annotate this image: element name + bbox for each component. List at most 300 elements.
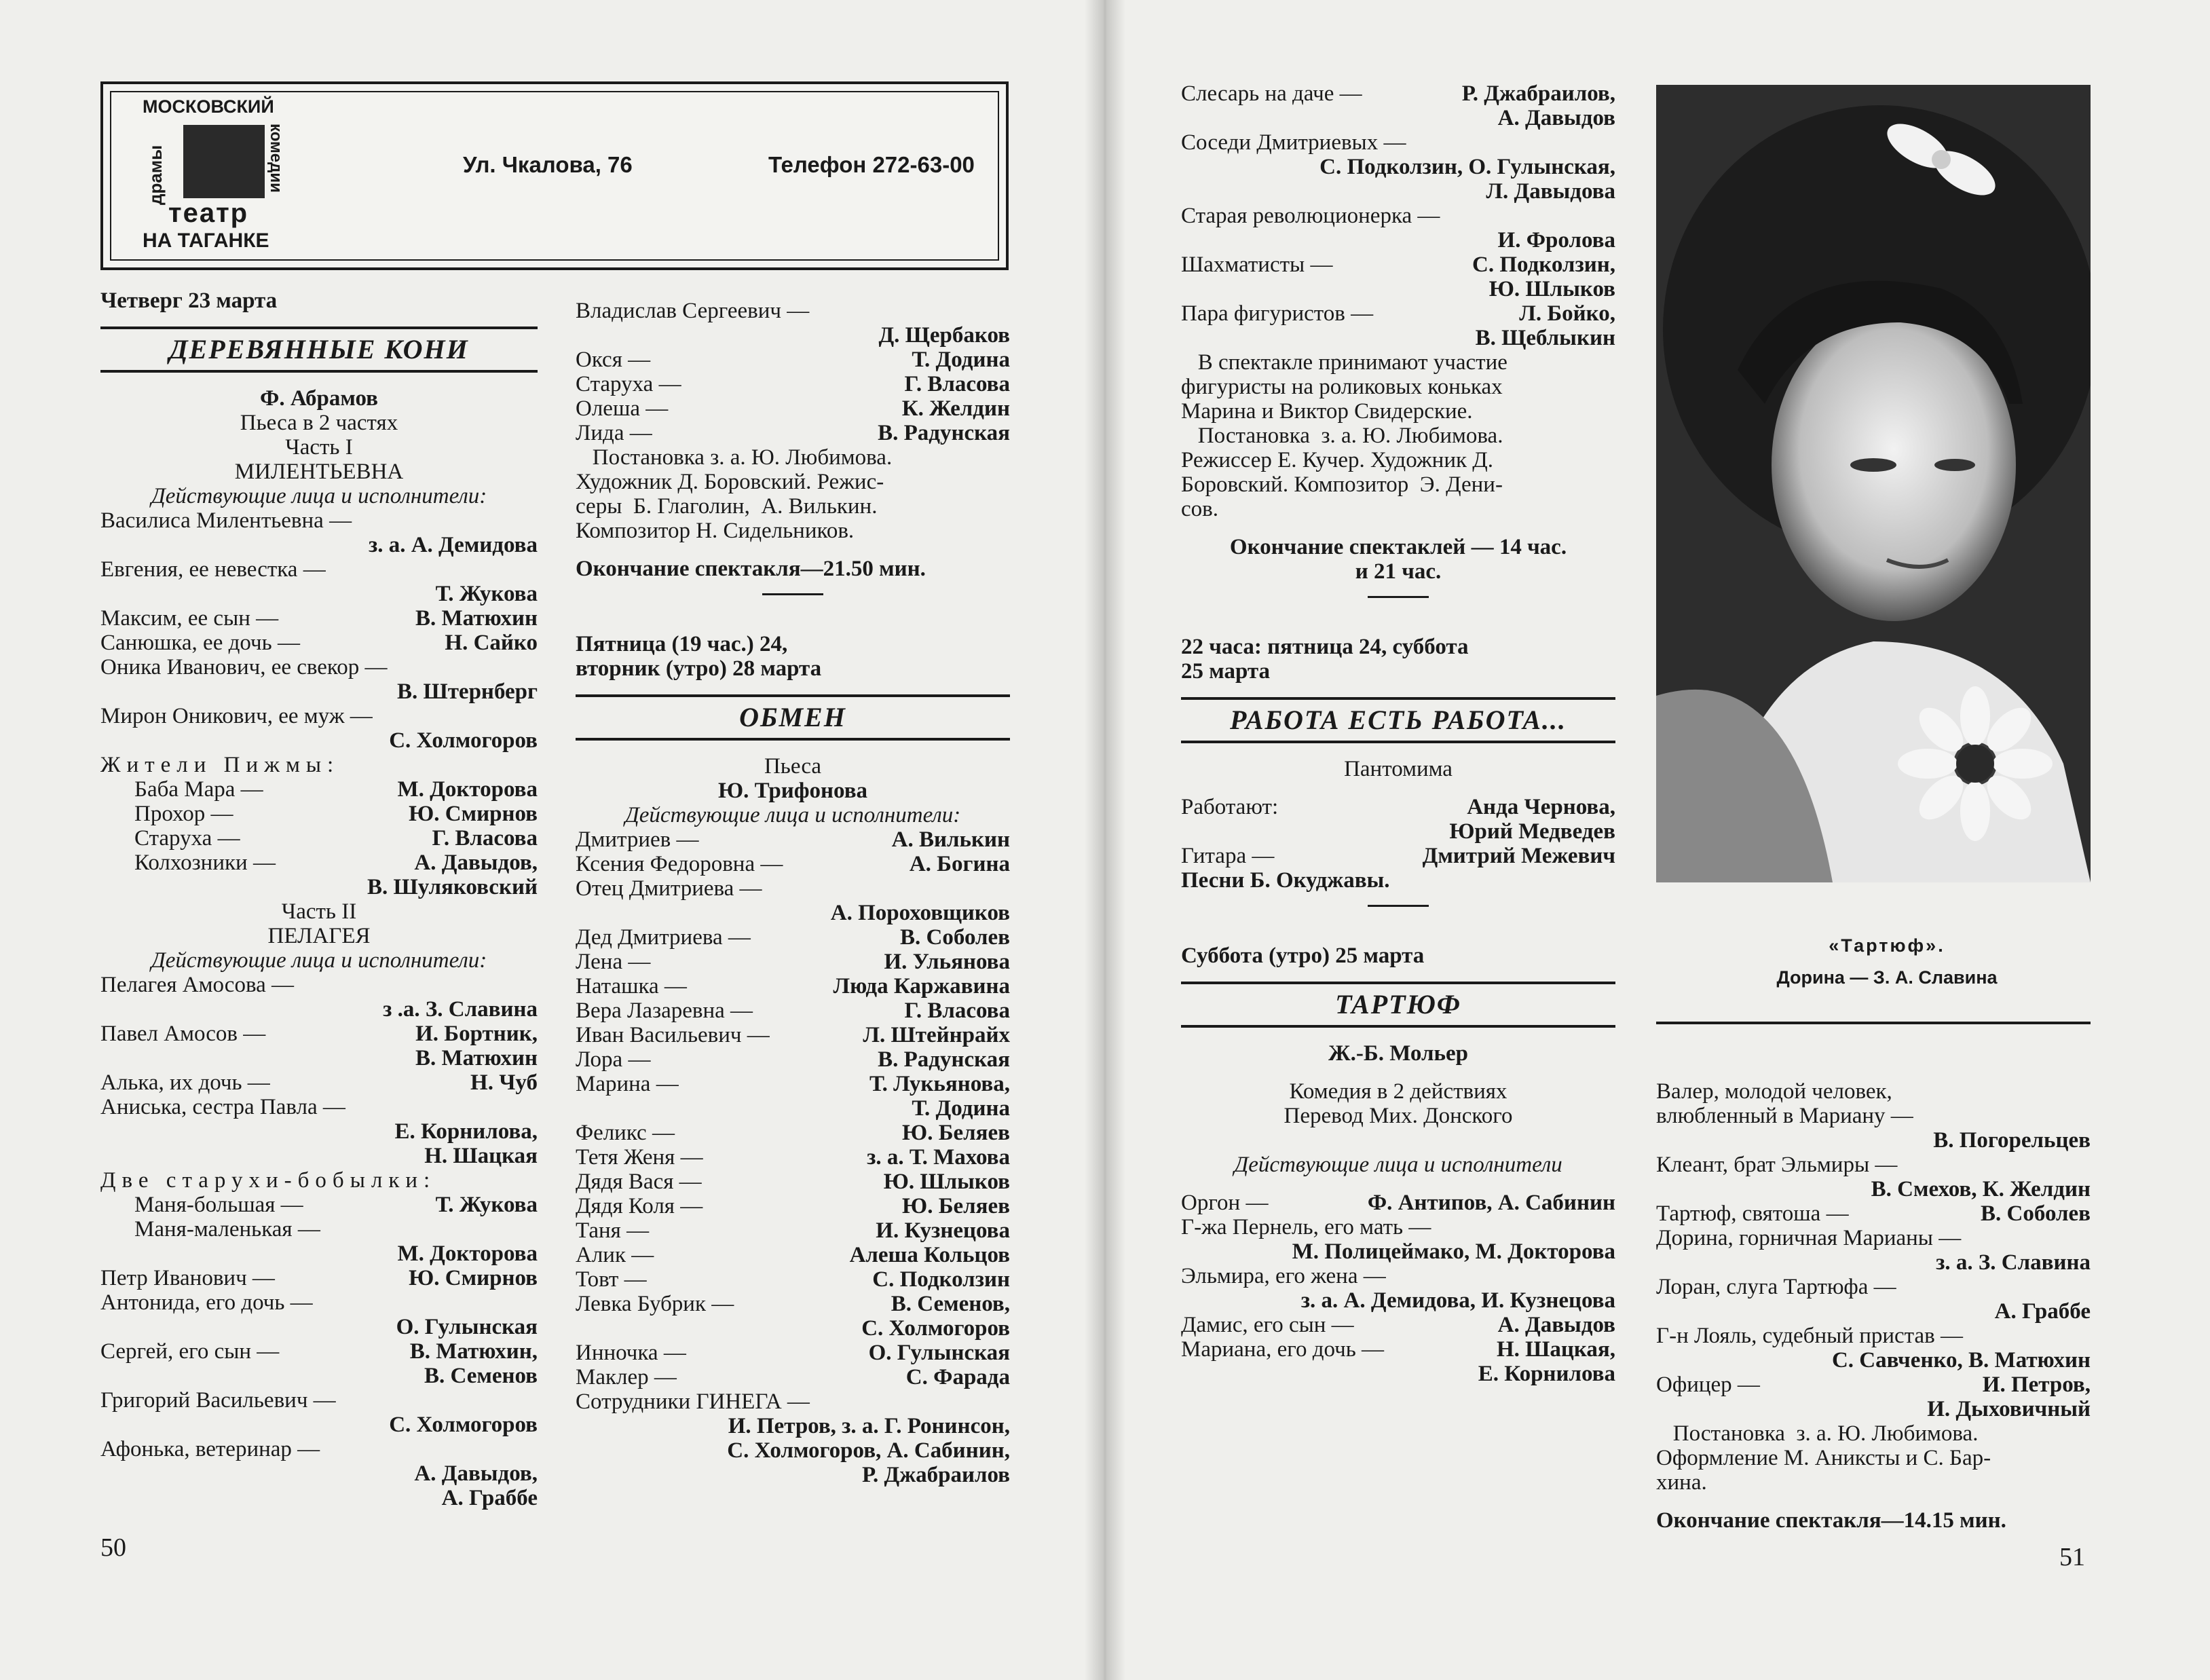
cast-actor: Г. Власова: [904, 372, 1010, 396]
cast-actor: М. Полицеймако, М. Докторова: [1292, 1239, 1615, 1264]
cast-actor: Г. Власова: [904, 998, 1010, 1023]
cast-role: Вера Лазаревна —: [576, 998, 753, 1023]
cast-row: [1181, 795, 1615, 819]
cast-row: [1181, 179, 1615, 204]
cast-role: Иван Васильевич —: [576, 1023, 770, 1047]
page-number: 51: [2059, 1543, 2085, 1571]
cast-actor: Алеша Кольцов: [849, 1243, 1010, 1267]
cast-row: [576, 925, 1010, 950]
cast-list: [576, 299, 1010, 445]
cast-role: Максим, ее сын —: [100, 606, 279, 631]
cast-actor: А. Пороховщиков: [830, 901, 1010, 925]
cast-actor: С. Холмогоров: [389, 728, 538, 753]
cast-role: Павел Амосов —: [100, 1022, 266, 1046]
cast-row: [1181, 1239, 1615, 1264]
cast-row: [134, 826, 538, 851]
cast-row: [1181, 1337, 1615, 1362]
group-heading: Две старухи-бобылки:: [100, 1168, 436, 1193]
cast-actor: з. а. Т. Махова: [867, 1145, 1010, 1170]
cast-role: Лора —: [576, 1047, 651, 1072]
cast-actor: Люда Каржавина: [833, 974, 1010, 998]
photo-caption-role: Дорина — З. А. Славина: [1776, 967, 1998, 988]
cast-actor: Н. Сайко: [445, 631, 538, 655]
cast-row: [1181, 1313, 1615, 1337]
cast-list: [100, 1193, 538, 1242]
cast-actor: Т. Жукова: [435, 1193, 538, 1217]
text-line: серы Б. Глаголин, А. Вилькин.: [576, 494, 878, 519]
text-line: Пятница (19 час.) 24,: [576, 632, 788, 656]
play-title: ОБМЕН: [739, 702, 846, 732]
performance-date: Суббота (утро) 25 марта: [1181, 944, 1425, 968]
cast-row: [1656, 1153, 2091, 1177]
cast-row: [576, 974, 1010, 998]
cast-row: [1181, 253, 1615, 277]
cast-row: [1181, 1362, 1615, 1386]
cast-role: Антонида, его дочь —: [100, 1290, 313, 1315]
cast-role: Маня-большая —: [134, 1193, 303, 1217]
cast-actor: з .а. З. Славина: [383, 997, 538, 1022]
cast-role: Г-н Лояль, судебный пристав —: [1656, 1324, 1963, 1348]
theatre-phone: Телефон 272-63-00: [768, 152, 975, 177]
songs-credit: Песни Б. Окуджавы.: [1181, 868, 1390, 893]
left-column-2: [576, 299, 1010, 1487]
cast-row: [100, 704, 538, 728]
cast-actor: А. Богина: [909, 852, 1010, 876]
cast-actor: И. Петров, з. а. Г. Ронинсон,: [728, 1414, 1010, 1438]
cast-actor: Ю. Беляев: [902, 1194, 1010, 1218]
cast-row: [576, 901, 1010, 925]
cast-row: [134, 777, 538, 802]
cast-row: [134, 851, 538, 875]
part-name: ПЕЛАГЕЯ: [267, 924, 371, 948]
play-author: Ю. Трифонова: [717, 779, 868, 803]
cast-row: [100, 1413, 538, 1437]
logo-left-text: драмы: [145, 145, 166, 205]
performance-dates: [576, 632, 1010, 681]
cast-actor: С. Холмогоров: [861, 1316, 1010, 1341]
cast-row: [576, 1389, 1010, 1414]
cast-list: [1181, 795, 1615, 868]
cast-row: [576, 1243, 1010, 1267]
cast-actor: Н. Шацкая,: [1496, 1337, 1615, 1362]
cast-row: [576, 827, 1010, 852]
translation-credit: Перевод Мих. Донского: [1284, 1104, 1513, 1128]
cast-row: [1656, 1177, 2091, 1201]
cast-actor: В. Соболев: [1981, 1201, 2091, 1226]
cast-heading: Действующие лица и исполнители:: [151, 948, 487, 973]
right-column-2: [1656, 1079, 2091, 1533]
right-column-1: [1181, 81, 1615, 1386]
cast-row: [1656, 1128, 2091, 1153]
cast-row: [134, 802, 538, 826]
cast-actor: В. Смехов, К. Желдин: [1871, 1177, 2091, 1201]
cast-list: [576, 827, 1010, 1487]
text-line: В спектакле принимают участие: [1181, 350, 1507, 375]
cast-role: Старуха —: [134, 826, 240, 851]
cast-row: [576, 1096, 1010, 1121]
credits: [1656, 1421, 2091, 1495]
cast-row: [1656, 1348, 2091, 1373]
cast-role: Алька, их дочь —: [100, 1070, 270, 1095]
cast-row: [576, 1218, 1010, 1243]
cast-row: [100, 1119, 538, 1144]
text-line: Боровский. Композитор Э. Дени-: [1181, 472, 1503, 497]
cast-role: Дамис, его сын —: [1181, 1313, 1354, 1337]
part-name: МИЛЕНТЬЕВНА: [234, 460, 404, 484]
cast-actor: С. Фарада: [905, 1365, 1010, 1389]
cast-row: [1181, 204, 1615, 228]
cast-actor: В. Радунская: [878, 1047, 1010, 1072]
cast-role: Тетя Женя —: [576, 1145, 703, 1170]
cast-row: [1656, 1275, 2091, 1299]
cast-actor: В. Соболев: [900, 925, 1010, 950]
cast-row: [100, 1437, 538, 1461]
cast-actor: Т. Лукьянова,: [869, 1072, 1010, 1096]
cast-row: [1181, 1191, 1615, 1215]
cast-row: [576, 1292, 1010, 1316]
cast-row: [100, 1290, 538, 1315]
cast-row: [576, 1365, 1010, 1389]
cast-role: Инночка —: [576, 1341, 686, 1365]
text-line: хина.: [1656, 1470, 1707, 1495]
cast-row: [1181, 277, 1615, 301]
cast-role: Пара фигуристов —: [1181, 301, 1374, 326]
cast-actor: С. Холмогоров: [389, 1413, 538, 1437]
cast-actor: В. Матюхин,: [409, 1339, 538, 1364]
cast-row: [100, 1266, 538, 1290]
cast-actor: И. Кузнецова: [876, 1218, 1010, 1243]
play-genre: Пьеса: [764, 754, 822, 779]
cast-actor: Н. Шацкая: [424, 1144, 538, 1168]
cast-actor: И. Дыховичный: [1927, 1397, 2091, 1421]
cast-role: Петр Иванович —: [100, 1266, 275, 1290]
cast-role: Товт —: [576, 1267, 647, 1292]
cast-role: Санюшка, ее дочь —: [100, 631, 300, 655]
cast-row: [1181, 844, 1615, 868]
cast-role: Дорина, горничная Марианы —: [1656, 1226, 1962, 1250]
cast-actor: В. Семенов,: [891, 1292, 1010, 1316]
cast-role: Мариана, его дочь —: [1181, 1337, 1385, 1362]
cast-heading: Действующие лица и исполнители:: [624, 803, 961, 827]
cast-actor: И. Петров,: [1982, 1373, 2091, 1397]
cast-role: Старуха —: [576, 372, 681, 396]
cast-actor: Дмитрий Межевич: [1422, 844, 1615, 868]
cast-role: Марина —: [576, 1072, 679, 1096]
cast-row: [100, 1046, 538, 1070]
cast-actor: А. Давыдов: [1497, 1313, 1615, 1337]
cast-row: [1181, 1288, 1615, 1313]
cast-row: [576, 1194, 1010, 1218]
cast-actor: Р. Джабраилов,: [1461, 81, 1615, 106]
cast-actor: И. Фролова: [1497, 228, 1615, 253]
text-line: вторник (утро) 28 марта: [576, 656, 822, 681]
short-rule: [1368, 905, 1429, 907]
cast-role: Эльмира, его жена —: [1181, 1264, 1386, 1288]
cast-actor: Е. Корнилова: [1478, 1362, 1615, 1386]
cast-row: [1181, 1215, 1615, 1239]
cast-actor: Р. Джабраилов: [861, 1463, 1010, 1487]
cast-row: [1181, 130, 1615, 155]
cast-role: Феликс —: [576, 1121, 675, 1145]
cast-actor: И. Бортник,: [415, 1022, 538, 1046]
cast-row: [100, 973, 538, 997]
text-line: Постановка з. а. Ю. Любимова.: [1181, 424, 1503, 448]
cast-actor: В. Штернберг: [396, 679, 538, 704]
cast-row: [576, 1438, 1010, 1463]
cast-row: [1656, 1250, 2091, 1275]
cast-actor: С. Холмогоров, А. Сабинин,: [727, 1438, 1010, 1463]
cast-row: [100, 1315, 538, 1339]
cast-actor: В. Щеблыкин: [1475, 326, 1615, 350]
cast-actor: М. Докторова: [397, 777, 538, 802]
cast-role: Афонька, ветеринар —: [100, 1437, 320, 1461]
cast-actor: В. Погорельцев: [1933, 1128, 2091, 1153]
cast-actor: Ю. Смирнов: [409, 802, 538, 826]
cast-list: [100, 508, 538, 753]
cast-row: [576, 1047, 1010, 1072]
cast-row: [1656, 1226, 2091, 1250]
cast-role: Работают:: [1181, 795, 1279, 819]
book-gutter: [1085, 0, 1125, 1680]
cast-role: Валер, молодой человек,: [1656, 1079, 1892, 1104]
cast-row: [1656, 1104, 2091, 1128]
cast-role: Дядя Вася —: [576, 1170, 702, 1194]
cast-actor: Ф. Антипов, А. Сабинин: [1367, 1191, 1615, 1215]
cast-actor: А. Вилькин: [891, 827, 1010, 852]
cast-row: [576, 421, 1010, 445]
cast-list: [100, 1242, 538, 1510]
cast-row: [576, 1121, 1010, 1145]
actress-photo: [1656, 85, 2091, 882]
cast-list: [100, 777, 538, 875]
cast-role: Левка Бубрик —: [576, 1292, 734, 1316]
cast-row: [576, 1316, 1010, 1341]
cast-row: [1656, 1299, 2091, 1324]
cast-actor: О. Гулынская: [868, 1341, 1010, 1365]
cast-actor: Л. Давыдова: [1486, 179, 1615, 204]
cast-role: Шахматисты —: [1181, 253, 1333, 277]
cast-row: [576, 1463, 1010, 1487]
cast-role: Лида —: [576, 421, 652, 445]
text-line: Оформление М. Аниксты и С. Бар-: [1656, 1446, 1991, 1470]
cast-row: [576, 950, 1010, 974]
cast-list: [1181, 81, 1615, 350]
cast-row: [1656, 1201, 2091, 1226]
cast-role: Дмитриев —: [576, 827, 699, 852]
cast-row: [100, 997, 538, 1022]
cast-actor: С. Подколзин, О. Гулынская,: [1319, 155, 1615, 179]
cast-heading: Действующие лица и исполнители: [1234, 1153, 1562, 1177]
play-title: РАБОТА ЕСТЬ РАБОТА...: [1229, 705, 1567, 735]
cast-row: [100, 1486, 538, 1510]
logo-right-text: комедии: [267, 124, 285, 193]
cast-row: [100, 557, 538, 582]
cast-role: Оргон —: [1181, 1191, 1269, 1215]
cast-row: [576, 1267, 1010, 1292]
logo-square: [183, 125, 265, 198]
cast-actor: Ю. Беляев: [902, 1121, 1010, 1145]
cast-row: [100, 1339, 538, 1364]
text-line: Марина и Виктор Свидерские.: [1181, 399, 1473, 424]
cast-actor: С. Подколзин: [872, 1267, 1010, 1292]
cast-row: [576, 1072, 1010, 1096]
cast-role: Григорий Васильевич —: [100, 1388, 336, 1413]
rule: [1656, 1022, 2091, 1024]
cast-actor: С. Подколзин,: [1472, 253, 1615, 277]
cast-actor: Л. Штейнрайх: [863, 1023, 1010, 1047]
photo-caption-title: «Тартюф».: [1829, 935, 1945, 956]
cast-actor: С. Савченко, В. Матюхин: [1831, 1348, 2091, 1373]
cast-role: Прохор —: [134, 802, 233, 826]
cast-row: [100, 631, 538, 655]
short-rule: [1368, 596, 1429, 598]
cast-row: [576, 998, 1010, 1023]
cast-role: Оника Иванович, ее свекор —: [100, 655, 388, 679]
cast-row: [576, 299, 1010, 323]
cast-row: [100, 1144, 538, 1168]
cast-role: Лоран, слуга Тартюфа —: [1656, 1275, 1896, 1299]
text-line: фигуристы на роликовых коньках: [1181, 375, 1503, 399]
cast-role: Сотрудники ГИНЕГА —: [576, 1389, 810, 1414]
cast-row: [134, 1217, 538, 1242]
cast-row: [100, 1022, 538, 1046]
cast-role: Аниська, сестра Павла —: [100, 1095, 345, 1119]
text-line: Режиссер Е. Кучер. Художник Д.: [1181, 448, 1494, 472]
cast-row: [576, 372, 1010, 396]
theatre-header-box: [100, 81, 1009, 270]
cast-actor: Т. Жукова: [435, 582, 538, 606]
cast-actor: И. Ульянова: [884, 950, 1010, 974]
cast-role: Пелагея Амосова —: [100, 973, 294, 997]
cast-actor: А. Давыдов,: [414, 1461, 538, 1486]
play-genre: Пантомима: [1344, 757, 1453, 781]
cast-row: [1656, 1079, 2091, 1104]
cast-row: [576, 1170, 1010, 1194]
play-author: Ф. Абрамов: [260, 386, 378, 411]
play-author: Ж.-Б. Мольер: [1328, 1041, 1468, 1066]
play-title: ТАРТЮФ: [1335, 989, 1461, 1020]
text-line: сов.: [1181, 497, 1218, 521]
cast-role: Соседи Дмитриевых —: [1181, 130, 1406, 155]
text-line: 25 марта: [1181, 659, 1271, 684]
cast-role: Евгения, ее невестка —: [100, 557, 326, 582]
cast-role: Таня —: [576, 1218, 650, 1243]
cast-actor: Анда Чернова,: [1467, 795, 1615, 819]
cast-row: [1181, 155, 1615, 179]
cast-role: Дед Дмитриева —: [576, 925, 751, 950]
logo-bottom-text: НА ТАГАНКЕ: [143, 229, 269, 252]
text-line: Окончание спектаклей — 14 час.: [1229, 535, 1567, 559]
part-label: Часть II: [281, 899, 357, 924]
cast-actor: В. Радунская: [878, 421, 1010, 445]
cast-role: Ксения Федоровна —: [576, 852, 783, 876]
text-line: 22 часа: пятница 24, суббота: [1181, 635, 1469, 659]
cast-role: Старая революционерка —: [1181, 204, 1440, 228]
page-number: 50: [100, 1533, 126, 1562]
cast-role: Окся —: [576, 348, 651, 372]
cast-role: Маклер —: [576, 1365, 677, 1389]
short-rule: [762, 593, 823, 595]
cast-actor: Ю. Шлыков: [883, 1170, 1010, 1194]
theatre-address: Ул. Чкалова, 76: [463, 152, 633, 177]
cast-actor: Л. Бойко,: [1519, 301, 1615, 326]
cast-list: [100, 973, 538, 1168]
cast-role: влюбленный в Мариану —: [1656, 1104, 1913, 1128]
cast-row: [100, 1461, 538, 1486]
cast-row: [576, 348, 1010, 372]
cast-row: [1656, 1397, 2091, 1421]
cast-row: [134, 1193, 538, 1217]
cast-role: Клеант, брат Эльмиры —: [1656, 1153, 1898, 1177]
cast-role: Алик —: [576, 1243, 654, 1267]
cast-actor: В. Семенов: [424, 1364, 538, 1388]
cast-actor: А. Давыдов: [1497, 106, 1615, 130]
cast-role: Маня-маленькая —: [134, 1217, 320, 1242]
cast-row: [1656, 1373, 2091, 1397]
performance-date: Четверг 23 марта: [100, 288, 278, 313]
cast-row: [100, 508, 538, 533]
cast-actor: О. Гулынская: [396, 1315, 538, 1339]
text-line: Художник Д. Боровский. Режис-: [576, 470, 884, 494]
cast-row: [1181, 106, 1615, 130]
cast-actor: Е. Корнилова,: [394, 1119, 538, 1144]
portrait-image: [1656, 85, 2091, 882]
cast-row: [100, 1364, 538, 1388]
end-time: Окончание спектакля—21.50 мин.: [576, 557, 926, 581]
cast-row: [1181, 81, 1615, 106]
cast-role: Дядя Коля —: [576, 1194, 703, 1218]
part-label: Часть I: [285, 435, 353, 460]
cast-row: [576, 1023, 1010, 1047]
cast-row: [100, 533, 538, 557]
cast-row: [1656, 1324, 2091, 1348]
cast-actor: В. Матюхин: [415, 1046, 538, 1070]
cast-role: Наташка —: [576, 974, 687, 998]
cast-row: [100, 655, 538, 679]
end-time: Окончание спектакля—14.15 мин.: [1656, 1508, 2006, 1533]
cast-row: [100, 1095, 538, 1119]
cast-actor: з. а. А. Демидова: [368, 533, 538, 557]
cast-row: [100, 582, 538, 606]
cast-row: [1181, 819, 1615, 844]
cast-actor: М. Докторова: [397, 1242, 538, 1266]
cast-row: [576, 1414, 1010, 1438]
play-title: ДЕРЕВЯННЫЕ КОНИ: [169, 334, 469, 365]
cast-role: Олеша —: [576, 396, 669, 421]
cast-row: [1181, 228, 1615, 253]
cast-row: [576, 323, 1010, 348]
text-line: Композитор Н. Сидельников.: [576, 519, 855, 543]
logo-mid-text: театр: [168, 198, 249, 228]
cast-role: Василиса Милентьевна —: [100, 508, 352, 533]
theatre-logo: [143, 96, 303, 253]
cast-row: [100, 679, 538, 704]
cast-row: [100, 728, 538, 753]
cast-role: Офицер —: [1656, 1373, 1760, 1397]
cast-row: [100, 606, 538, 631]
cast-actor: Ю. Смирнов: [409, 1266, 538, 1290]
cast-role: Лена —: [576, 950, 651, 974]
cast-actor: з. а. З. Славина: [1936, 1250, 2091, 1275]
end-time: [1181, 535, 1615, 584]
text-line: Постановка з. а. Ю. Любимова.: [576, 445, 893, 470]
cast-actor: А. Граббе: [1994, 1299, 2091, 1324]
cast-actor: Г. Власова: [432, 826, 538, 851]
cast-list: [1656, 1079, 2091, 1421]
cast-role: Сергей, его сын —: [100, 1339, 280, 1364]
cast-actor: з. а. А. Демидова, И. Кузнецова: [1300, 1288, 1615, 1313]
left-column-1: [100, 288, 538, 1510]
